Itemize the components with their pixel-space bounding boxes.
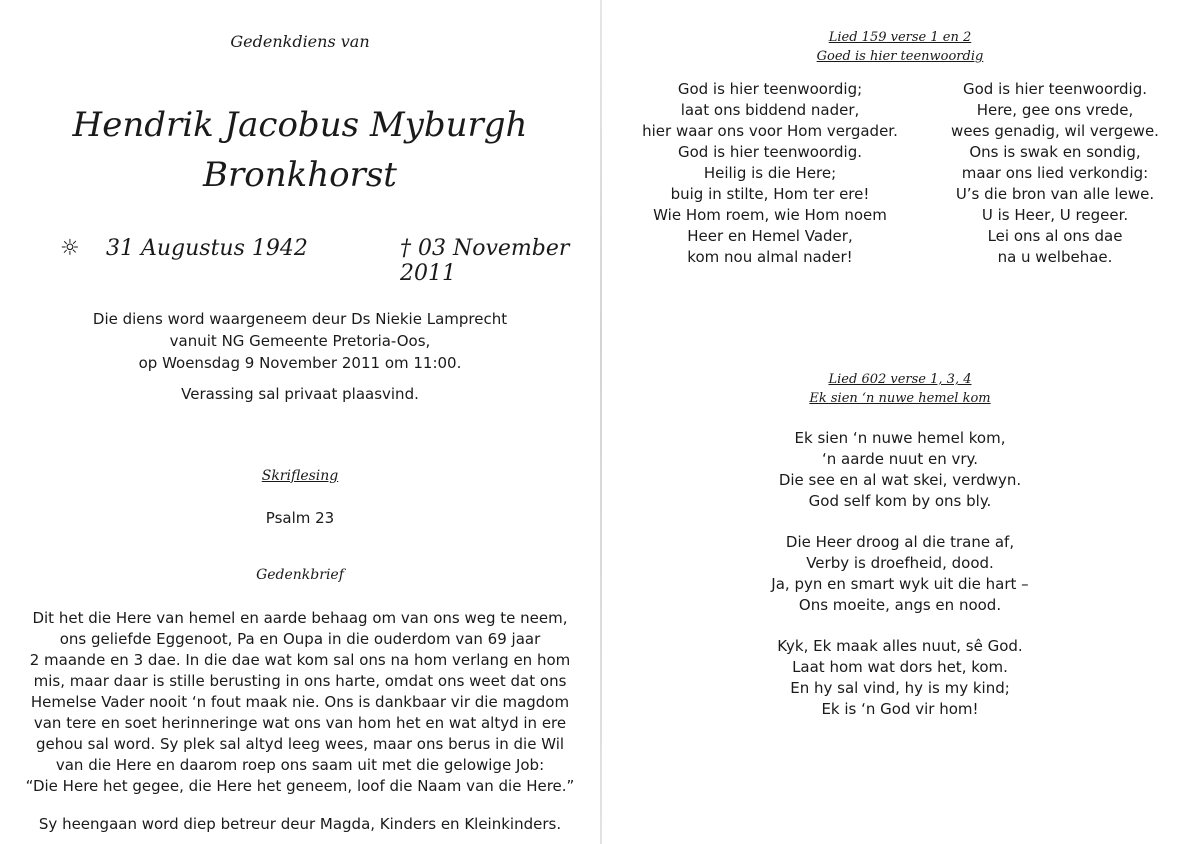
letter-line: van die Here en daarom roep ons saam uit met die gelowige Job: [55,756,545,774]
verse-line: Ek sien ‘n nuwe hemel kom, [794,429,1006,447]
death-date-text: 03 November 2011 [400,236,570,286]
verse-line: U’s die bron van alle lewe. [955,185,1155,203]
hymn-number: Lied 159 verse 1 en 2 [828,30,972,45]
deceased-name [0,100,600,200]
verse-line: ‘n aarde nuut en vry. [821,450,979,468]
verse-line: U is Heer, U regeer. [981,206,1129,224]
memorial-subtitle: Gedenkdiens van [230,32,370,51]
cremation-note: Verassing sal privaat plaasvind. [181,385,419,403]
name-line-2: Bronkhorst [203,155,397,195]
letter-line: mis, maar daar is stille berusting in ons harte, omdat ons weet dat ons [33,672,567,690]
letter-line: 2 maande en 3 dae. In die dae wat kom sal ons na hom verlang en hom [29,651,571,669]
letter-line: ons geliefde Eggenoot, Pa en Oupa in die ouderdom van 69 jaar [59,630,541,648]
hymn-number: Lied 602 verse 1, 3, 4 [828,372,972,387]
verse-line: Ons is swak en sondig, [969,143,1141,161]
verse-line: God is hier teenwoordig; [677,80,863,98]
name-line-1: Hendrik Jacobus Myburgh [72,105,528,145]
verse-line: Heer en Hemel Vader, [687,227,853,245]
verse-line: Lei ons al ons dae [987,227,1123,245]
letter-line: gehou sal word. Sy plek sal altyd leeg wees, maar ons berus in die Wil [35,735,565,753]
verse-line: God self kom by ons bly. [808,492,992,510]
closing-line: Sy heengaan word diep betreur deur Magda, Kinders en Kleinkinders. [38,815,562,833]
birth-date: 31 Augustus 1942 [106,236,308,261]
cross-icon: † [400,236,411,261]
hymn-159-verse-1 [620,79,920,268]
verse-line: buig in stilte, Hom ter ere! [670,185,870,203]
verse-line: hier waar ons voor Hom vergader. [642,122,898,140]
verse-line: wees genadig, wil vergewe. [951,122,1159,140]
hymn-title: Ek sien ‘n nuwe hemel kom [809,391,991,406]
verse-line: Die see en al wat skei, verdwyn. [778,471,1022,489]
verse-line: kom nou almal nader! [687,248,853,266]
verse-line: Verby is droefheid, dood. [806,554,994,572]
hymn-602-heading [600,370,1200,408]
memorial-letter [0,608,600,797]
verse-line: laat ons biddend nader, [680,101,860,119]
letter-line: van tere en soet herinneringe wat ons van hom het en wat altyd in ere [33,714,567,732]
letter-heading: Gedenkbrief [256,567,344,583]
verse-line: Ons moeite, angs en nood. [798,596,1002,614]
hymn-602-text [600,428,1200,740]
service-line: op Woensdag 9 November 2011 om 11:00. [138,354,462,372]
stanza-2 [600,532,1200,616]
verse-line: maar ons lied verkondig: [961,164,1149,182]
verse-line: God is hier teenwoordig. [962,80,1148,98]
stanza-1 [600,428,1200,512]
reading-heading: Skriflesing [261,468,339,484]
death-date [400,236,580,286]
verse-line: En hy sal vind, hy is my kind; [790,679,1010,697]
verse-line: Kyk, Ek maak alles nuut, sê God. [777,637,1023,655]
stanza-3 [600,636,1200,720]
verse-line: God is hier teenwoordig. [677,143,863,161]
letter-line: Hemelse Vader nooit ‘n fout maak nie. Ons is dankbaar vir die magdom [30,693,570,711]
hymn-159-verse-2 [930,79,1180,268]
verse-line: Wie Hom roem, wie Hom noem [653,206,887,224]
sun-icon: ☼ [60,236,80,261]
verse-line: Die Heer droog al die trane af, [785,533,1015,551]
service-details [0,308,600,374]
life-dates [60,232,580,286]
letter-line: “Die Here het gegee, die Here het geneem, loof die Naam van die Here.” [25,777,575,795]
verse-line: na u welbehae. [997,248,1113,266]
verse-line: Ja, pyn en smart wyk uit die hart – [771,575,1029,593]
verse-line: Ek is ‘n God vir hom! [821,700,979,718]
verse-line: Here, gee ons vrede, [976,101,1134,119]
service-line: Die diens word waargeneem deur Ds Niekie Lamprecht [92,310,508,328]
verse-line: Heilig is die Here; [703,164,837,182]
hymn-159-heading [600,28,1200,66]
verse-line: Laat hom wat dors het, kom. [792,658,1008,676]
letter-line: Dit het die Here van hemel en aarde behaag om van ons weg te neem, [32,609,568,627]
reading-text: Psalm 23 [265,509,335,527]
hymn-title: Goed is hier teenwoordig [816,49,984,64]
service-line: vanuit NG Gemeente Pretoria-Oos, [169,332,431,350]
